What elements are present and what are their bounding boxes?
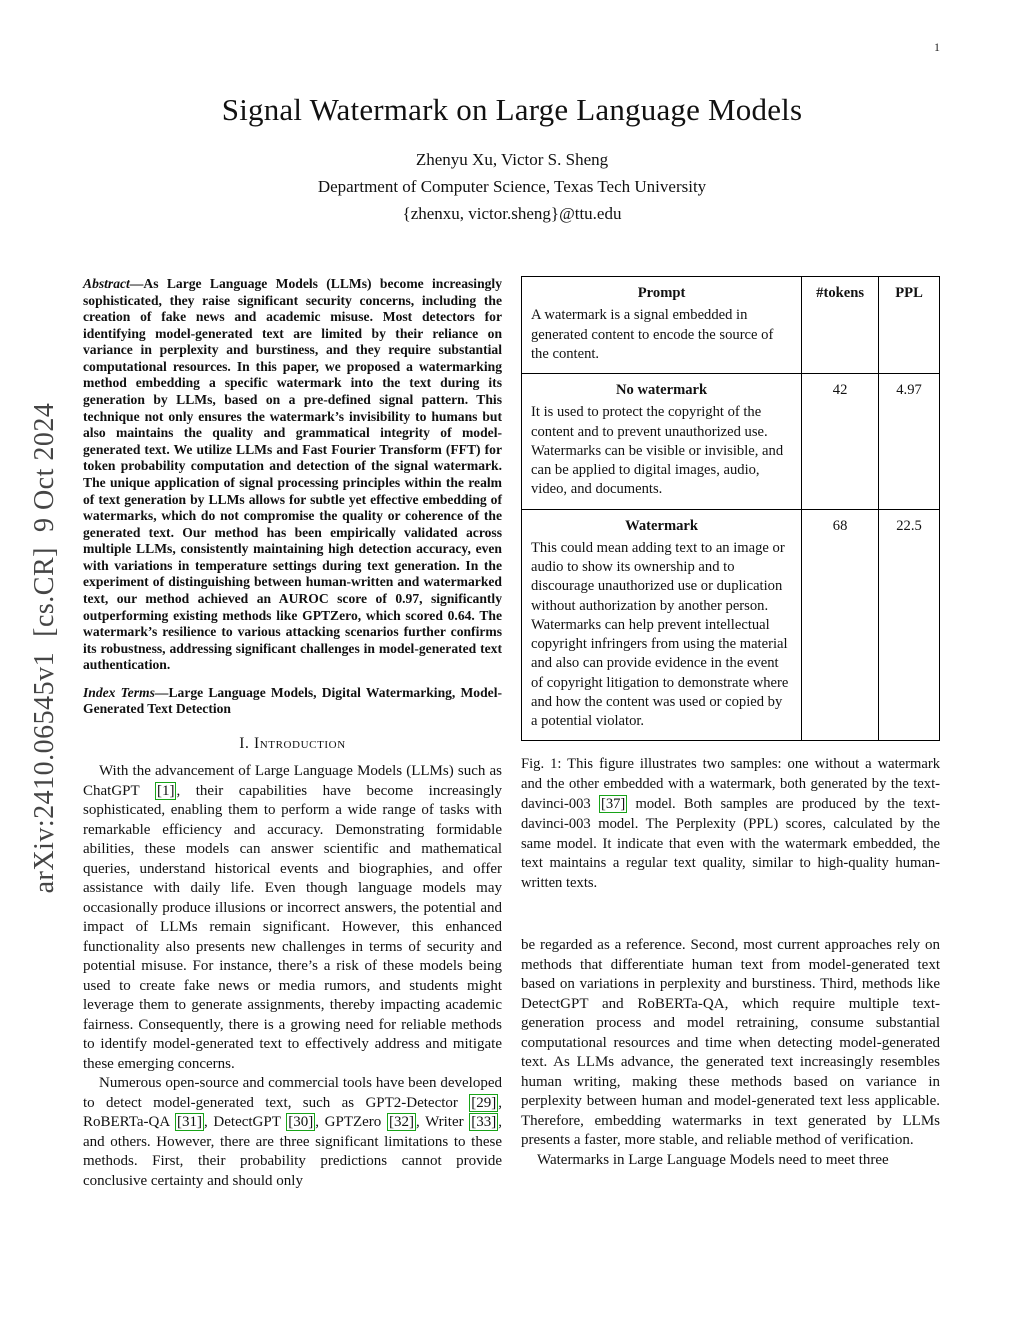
abstract [83,276,502,674]
intro-paragraph-2: Numerous open-source and commercial tools have been developed to detect model-generated text, such as GPT2-Detector [29] , RoBERTa-QA [31] , DetectGPT [30] , GPTZero [32] , Writer [33] , and others. However, there are three significant limitations to these methods. First, their probability predictions cannot provide conclusive certainty and should only [83,1075,502,1189]
right-column-paragraph-1: be regarded as a reference. Second, most current approaches rely on methods that differentiate human text from model-generated text based on variations in perplexity and burstiness. Third, methods like DetectGPT and RoBERTa-QA, which require multiple text-generation process and model retraining, consume substantial computational resources and time when detecting model-generated text. As LLMs advance, the generated text increasingly resembles human writing, making these methods based on variance in perplexity between human and model-generated text less applicable. Therefore, embedding watermarks in text generated by LLMs presents a faster, more stable, and reliable method of verification. [521,937,940,1149]
figure-1 [521,276,940,894]
citation-link[interactable]: [29] [471,1094,497,1111]
right-column-paragraph-2: Watermarks in Large Language Models need to meet three [537,1151,889,1168]
table-row-no-watermark [522,374,940,510]
index-terms [83,685,502,718]
arxiv-sidebar-label: arXiv:2410.06545v1 [cs.CR] 9 Oct 2024 [29,402,60,894]
email: {zhenxu, victor.sheng}@ttu.edu [402,204,622,223]
watermark-text: This could mean adding text to an image or audio to show its ownership and to discourage unauthorized use or duplication without authorization by another person. Watermarks can help prevent intellectual copyright infringers from using the material and also can provide evidence in the event of copyright litigation to demonstrate where and how the content was used or copied by a potential violator. [531,539,789,729]
citation-link[interactable]: [30] [288,1114,314,1131]
citation-link[interactable]: [1] [156,782,175,799]
paper-title: Signal Watermark on Large Language Models [221,92,803,127]
citation-link[interactable]: [37] [600,795,626,812]
ppl-column-header: PPL [879,277,940,374]
left-column [83,276,502,1191]
tokens-column-header: #tokens [802,277,879,374]
index-terms-label: Index Terms— [83,684,169,700]
no-watermark-cell [522,374,802,510]
no-watermark-ppl: 4.97 [879,374,940,510]
section-heading-introduction: I. Introduction [239,735,346,753]
watermark-label: Watermark [625,517,699,534]
watermark-tokens: 68 [802,509,879,741]
prompt-cell [522,277,802,374]
right-column [521,276,940,1191]
figure1-table [521,276,940,741]
paper-header [0,0,1024,224]
prompt-header: Prompt [637,285,686,301]
no-watermark-tokens: 42 [802,374,879,510]
watermark-ppl: 22.5 [879,509,940,741]
page-number: 1 [934,40,940,54]
no-watermark-label: No watermark [615,382,708,398]
no-watermark-text: It is used to protect the copyright of the content and to prevent unauthorized use. Watermarks can be visible or invisible, and can be applied to digital images, audio, video, and documents. [531,404,784,498]
watermark-cell [522,509,802,741]
citation-link[interactable]: [32] [388,1114,414,1131]
prompt-text: A watermark is a signal embedded in generated content to encode the source of the content. [531,307,774,362]
two-column-body [83,276,941,1191]
citation-link[interactable]: [33] [471,1114,497,1131]
table-row-watermark [522,509,940,741]
figure1-caption: Fig. 1: This figure illustrates two samples: one without a watermark and the other embedded with a watermark, both generated by the text-davinci-003 [37] model. Both samples are produced by the text-davinci-003 model. The Perplexity (PPL) scores, calculated by the same model. It indicate that even with the watermark embedded, the text maintains a regular text quality, similar to high-quality human-written texts. [521,756,940,892]
affiliation: Department of Computer Science, Texas Tech University [317,177,707,196]
citation-link[interactable]: [31] [177,1114,203,1131]
abstract-label: Abstract— [83,276,144,291]
intro-paragraph-1: With the advancement of Large Language Models (LLMs) such as ChatGPT [1] , their capabilities have become increasingly sophisticated, enabling them to perform a wide range of tasks with remarkable efficiency and accuracy. Demonstrating formidable abilities, these models can answer scientific and mathematical queries, understand historical events and biographies, and offer assistance with daily life. Even though language models may occasionally produce illusions or incorrect answers, the potential and impact of LLMs remain significant. However, this enhanced functionality also presents new challenges in terms of security and potential misuse. For instance, there’s a risk of these models being used to create fake news or media rumors, and students might leverage them to generate assignments, thereby impacting academic fairness. Consequently, there is a growing need for reliable methods to identify model-generated text to effectively address and mitigate these emerging concerns. [83,763,502,1072]
index-terms-text: Large Language Models, Digital Watermarking, Model-Generated Text Detection [83,684,502,717]
abstract-text: As Large Language Models (LLMs) become increasingly sophisticated, they raise significant security concerns, including the creation of fake news and academic misuse. Most detectors for identifying model-generated text are limited by their reliance on variance in perplexity and burstiness, and they require substantial computational resources. In this paper, we proposed a watermarking method embedding a specific watermark into the text during its generation by LLMs, based on a pre-defined signal pattern. This technique not only ensures the watermark’s invisibility to humans but also maintains the quality and grammatical integrity of model-generated text. We utilize LLMs and Fast Fourier Transform (FFT) for token probability computation and detection of the signal watermark. The unique application of signal processing principles within the realm of text generation by LLMs allows for subtle yet effective embedding of watermarks, which do not compromise the quality or coherence of the generated text. Our method has been empirically validated across multiple LLMs, consistently maintaining high detection accuracy, even with variations in temperature settings during text generation. In the experiment of distinguishing between human-written and watermarked text, our method achieved an AUROC score of 0.97, significantly outperforming existing methods like GPTZero, which scored 0.64. The watermark’s resilience to various attacking scenarios further confirms its robustness, addressing significant challenges in model-generated text authentication. [83,276,502,673]
authors: Zhenyu Xu, Victor S. Sheng [415,150,609,169]
table-row-prompt [522,277,940,374]
